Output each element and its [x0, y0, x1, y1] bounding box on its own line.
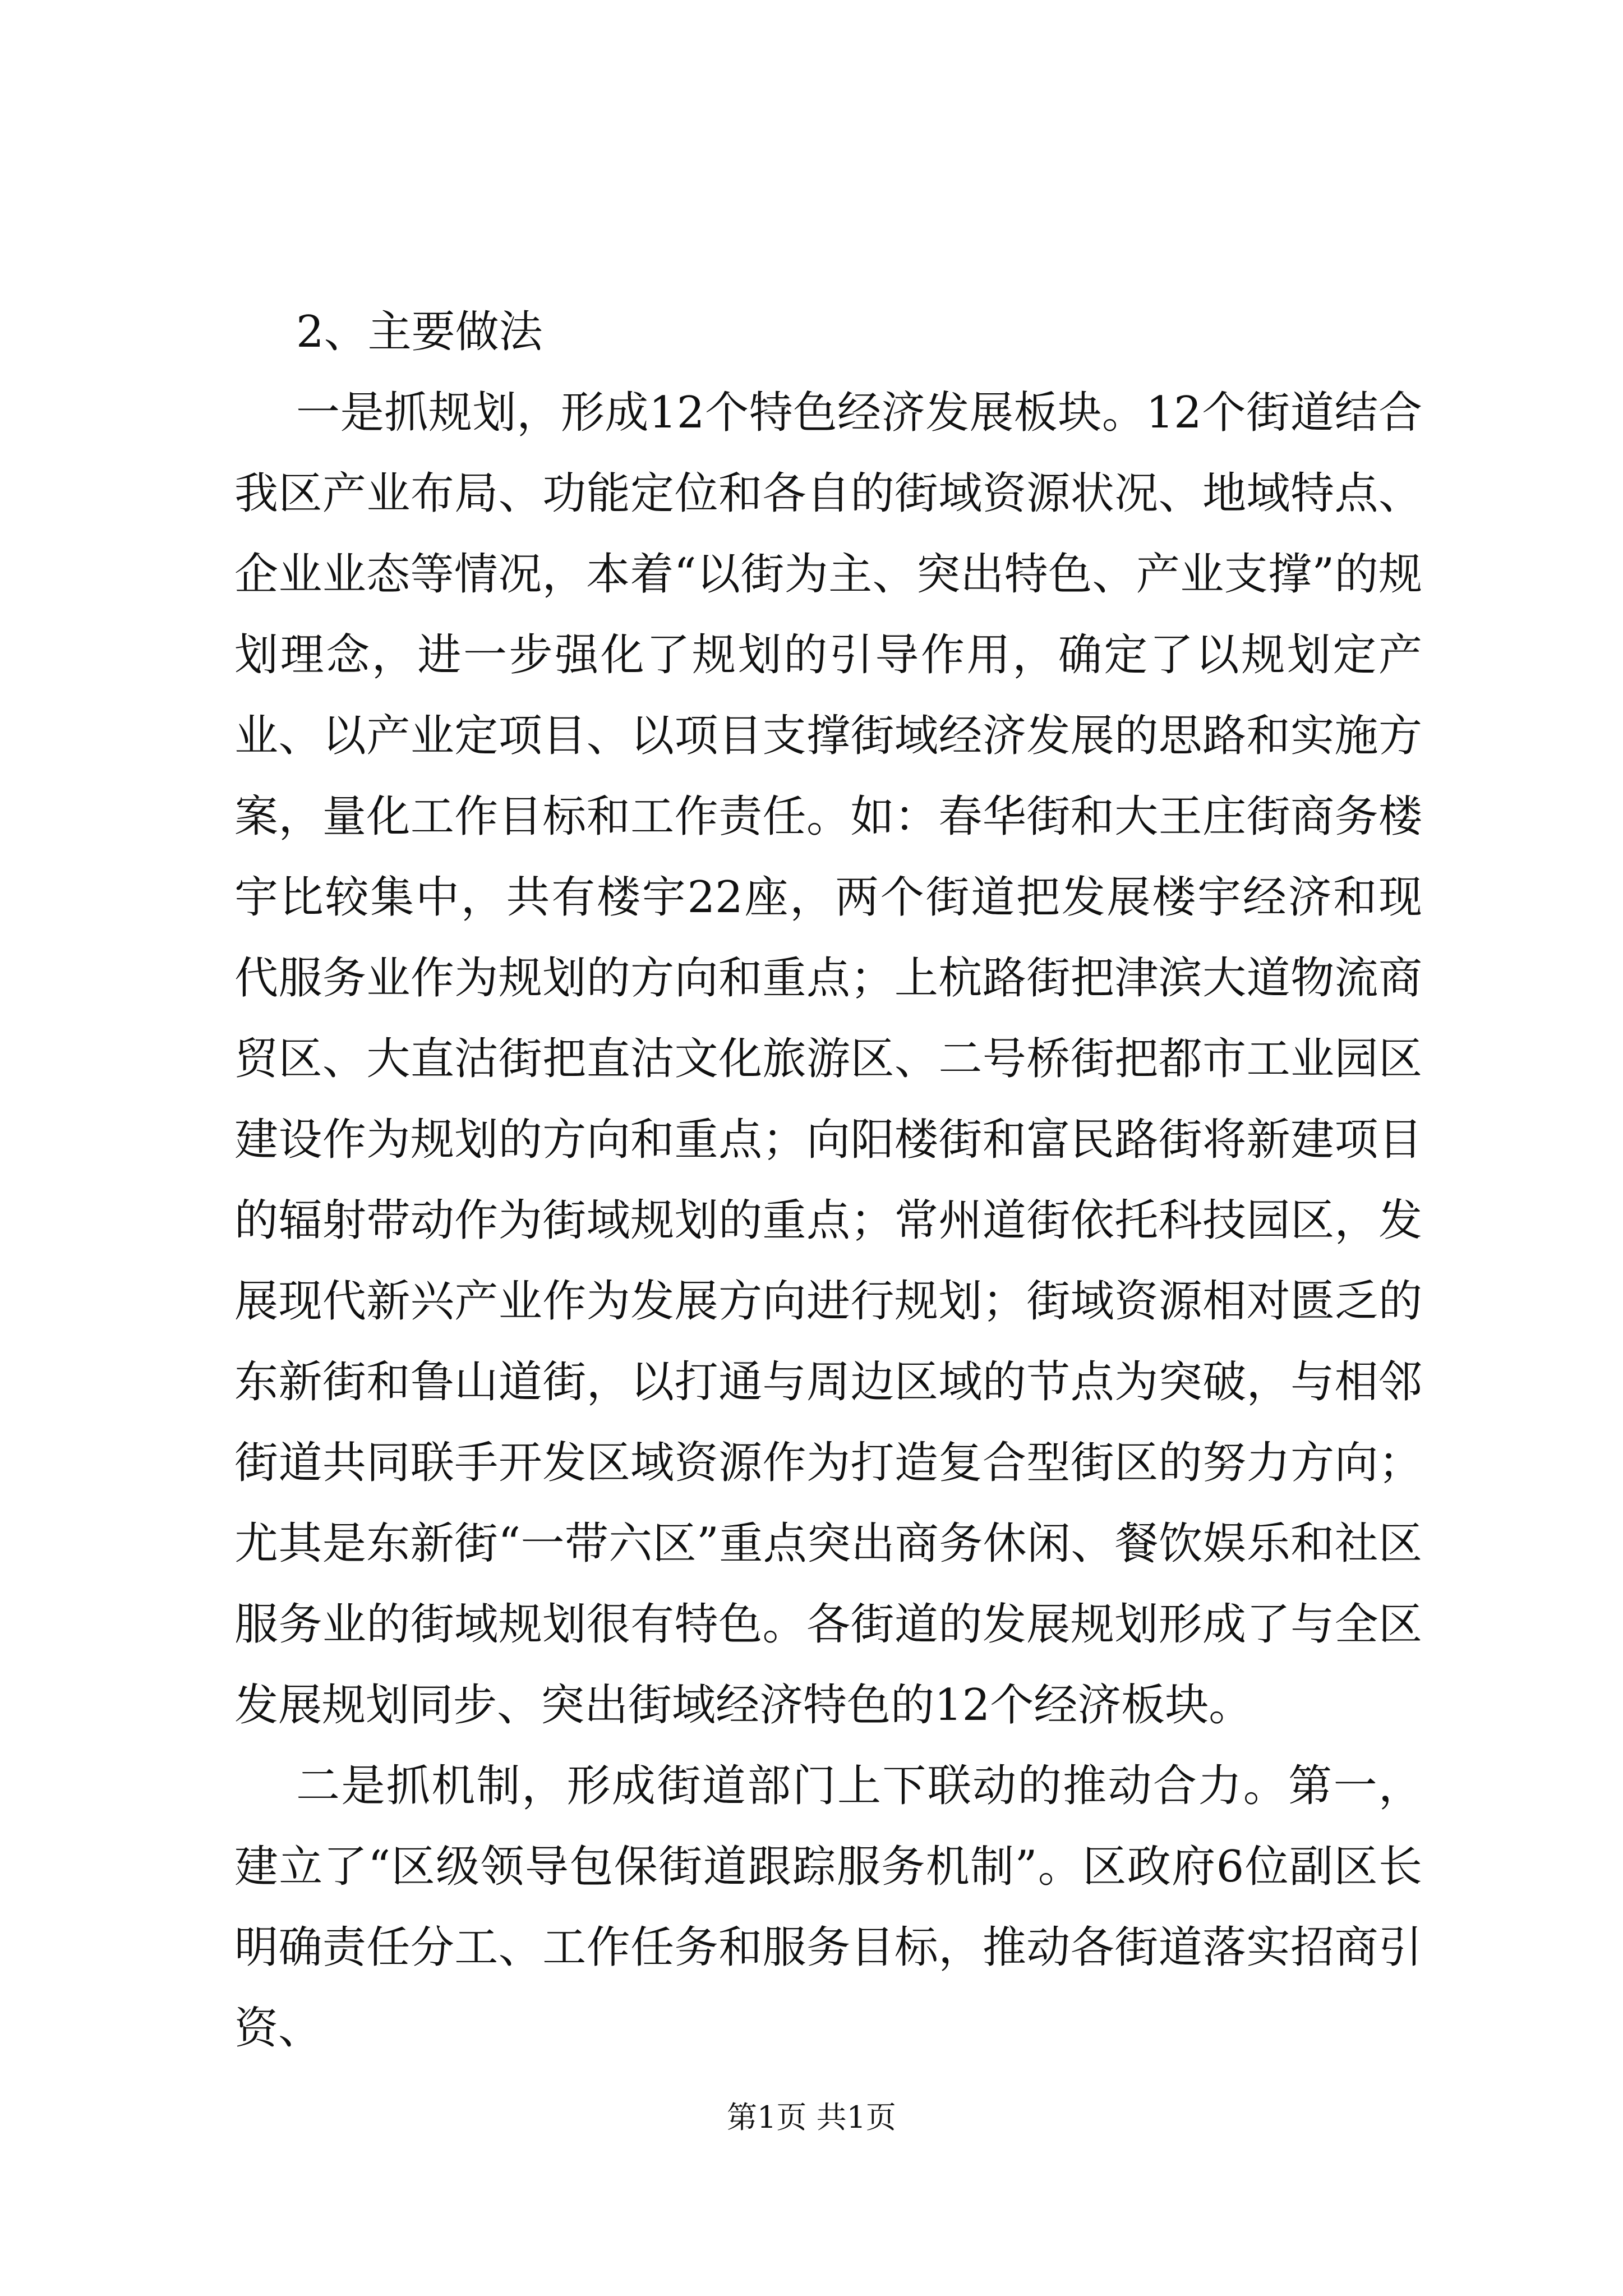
section-heading: 2、主要做法	[296, 307, 543, 357]
document-body	[234, 292, 1422, 2069]
paragraph-planning: 一是抓规划，形成12个特色经济发展板块。12个街道结合我区产业布局、功能定位和各自的街域资源状况、地域特点、企业业态等情况，本着“以街为主、突出特色、产业支撑”的规划理念，进一步强化了规划的引导作用，确定了以规划定产业、以产业定项目、以项目支撑街域经济发展的思路和实施方案，量化工作目标和工作责任。如：春华街和大王庄街商务楼宇比较集中，共有楼宇22座，两个街道把发展楼宇经济和现代服务业作为规划的方向和重点；上杭路街把津滨大道物流商贸区、大直沽街把直沽文化旅游区、二号桥街把都市工业园区建设作为规划的方向和重点；向阳楼街和富民路街将新建项目的辐射带动作为街域规划的重点；常州道街依托科技园区，发展现代新兴产业作为发展方向进行规划；街域资源相对匮乏的东新街和鲁山道街，以打通与周边区域的节点为突破，与相邻街道共同联手开发区域资源作为打造复合型街区的努力方向；尤其是东新街“一带六区”重点突出商务休闲、餐饮娱乐和社区服务业的街域规划很有特色。各街道的发展规划形成了与全区发展规划同步、突出街域经济特色的12个经济板块。	[234, 388, 1422, 1731]
page-footer: 第1页 共1页	[727, 2100, 896, 2135]
paragraph-mechanism: 二是抓机制，形成街道部门上下联动的推动合力。第一，建立了“区级领导包保街道跟踪服务机制”。区政府6位副区长明确责任分工、工作任务和服务目标，推动各街道落实招商引资、	[234, 1761, 1422, 2054]
